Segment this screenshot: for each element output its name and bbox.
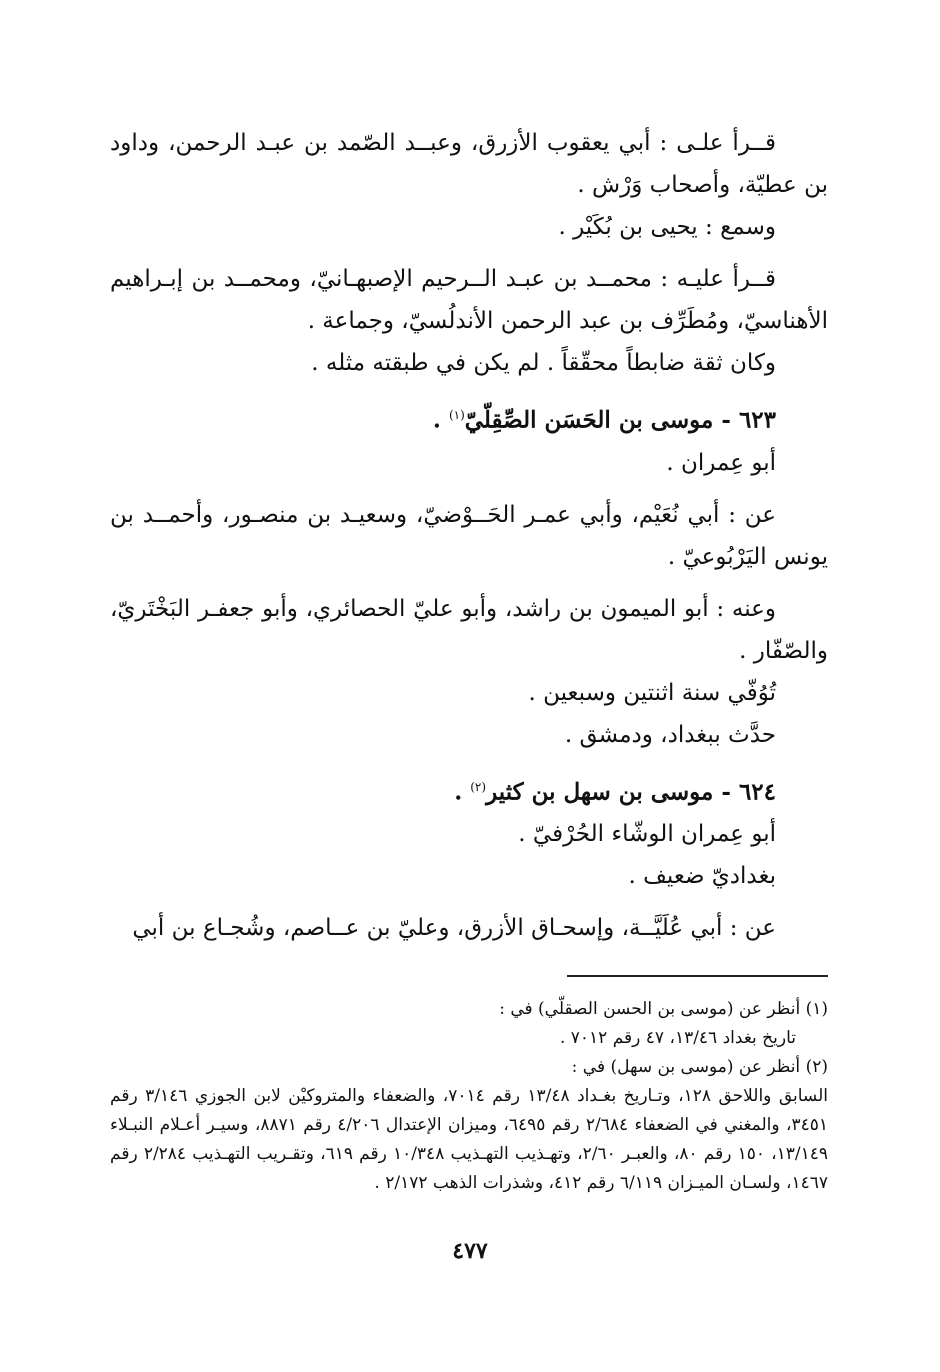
paragraph-places: حدَّث ببغداد، ودمشق . [564,721,776,748]
main-text [110,122,828,949]
heading-suffix: . [432,406,449,434]
biography-title: ٦٢٤ - موسى بن سهل بن كثير [486,778,776,806]
footnote-heading-text: أنظر عن (موسى بن سهل) في : [571,1057,801,1077]
paragraph-death: تُوُفّي سنة اثنتين وسبعين . [528,679,776,706]
footnote-heading [110,995,828,1024]
biography-title: ٦٢٣ - موسى بن الحَسَن الصِّقِلّيّ [464,406,776,434]
page-number: ٤٧٧ [452,1238,488,1264]
paragraph-kunya: أبو عِمران . [666,449,776,476]
paragraph-narrated-from: عن : أبي نُعَيْم، وأبي عمـر الحَــوْضيّ، وسعيـد بن منصـور، وأحمــد بن يونس اليَرْبُوعيّ . [110,501,828,570]
biography-heading-623 [110,394,828,442]
footnote-mark: (٢) [470,779,487,794]
footnote-marker: (٢) [805,1057,828,1077]
heading-suffix: . [454,778,471,806]
footnote-body: تاريخ بغداد ١٣/٤٦، ٤٧ رقم ٧٠١٢ . [559,1028,796,1048]
paragraph-students: قــرأ عليـه : محمــد بن عبـد الــرحيم الإصبهـانيّ، ومحمــد بن إبـراهيم الأهناسيّ، ومُطَرِّف بن عبد الرحمن الأندلُسيّ، وجماعة . [110,266,828,334]
paragraph-teachers: قــرأ علـى : أبي يعقوب الأزرق، وعبــد الصّمد بن عبـد الرحمن، وداود بن عطيّة، وأصحاب وَرْش . [110,130,828,198]
biography-heading-624 [110,766,828,814]
footnote-heading [110,1053,828,1082]
footnote-marker: (١) [805,999,828,1019]
footnote-body: السابق واللاحق ١٢٨، وتـاريخ بغـداد ١٣/٤٨ رقم ٧٠١٤، والضعفاء والمتروكيْن لابن الجوزي ٣/١٤٦ رقم ٣٤٥١، والمغني في الضعفاء ٢/٦٨٤ رقم ٦٤٩٥، وميزان الإعتدال ٤/٢٠٦ رقم ٨٨٧١، وسيـر أعـلام النبـلاء ١٣/١٤٩، ١٥٠ رقم ٨٠، والعبـر ٢/٦٠، وتهـذيب التهـذيب ١٠/٣٤٨ رقم ٦١٩، وتقـريب التهـذيب ٢/٢٨٤ رقم ١٤٦٧، ولسـان الميـزان ٦/١١٩ رقم ٤١٢، وشذرات الذهب ٢/١٧٢ . [110,1086,829,1193]
footnote-heading-text: أنظر عن (موسى بن الحسن الصقلّي) في : [499,999,801,1019]
paragraph-kunya: أبو عِمران الوشّاء الحُرْفيّ . [518,821,776,848]
paragraph-grade: بغداديّ ضعيف . [628,863,776,890]
paragraph-narrated-from: عن : أبي عُلَيَّــة، وإسحـاق الأزرق، وعليّ بن عــاصم، وشُجـاع بن أبي [132,915,776,942]
footnote-separator [567,975,828,977]
footnotes [110,995,828,1198]
paragraph-heard: وسمع : يحيى بن بُكَيْر . [558,214,776,240]
paragraph-narrated-by: وعنه : أبو الميمون بن راشد، وأبو عليّ الحصائري، وأبو جعفـر البَخْتَريّ، والصّفّار . [110,595,828,664]
paragraph-reliability: وكان ثقة ضابطاً محقّقاً . لم يكن في طبقته مثله . [311,350,776,376]
footnote-mark: (١) [448,408,465,422]
